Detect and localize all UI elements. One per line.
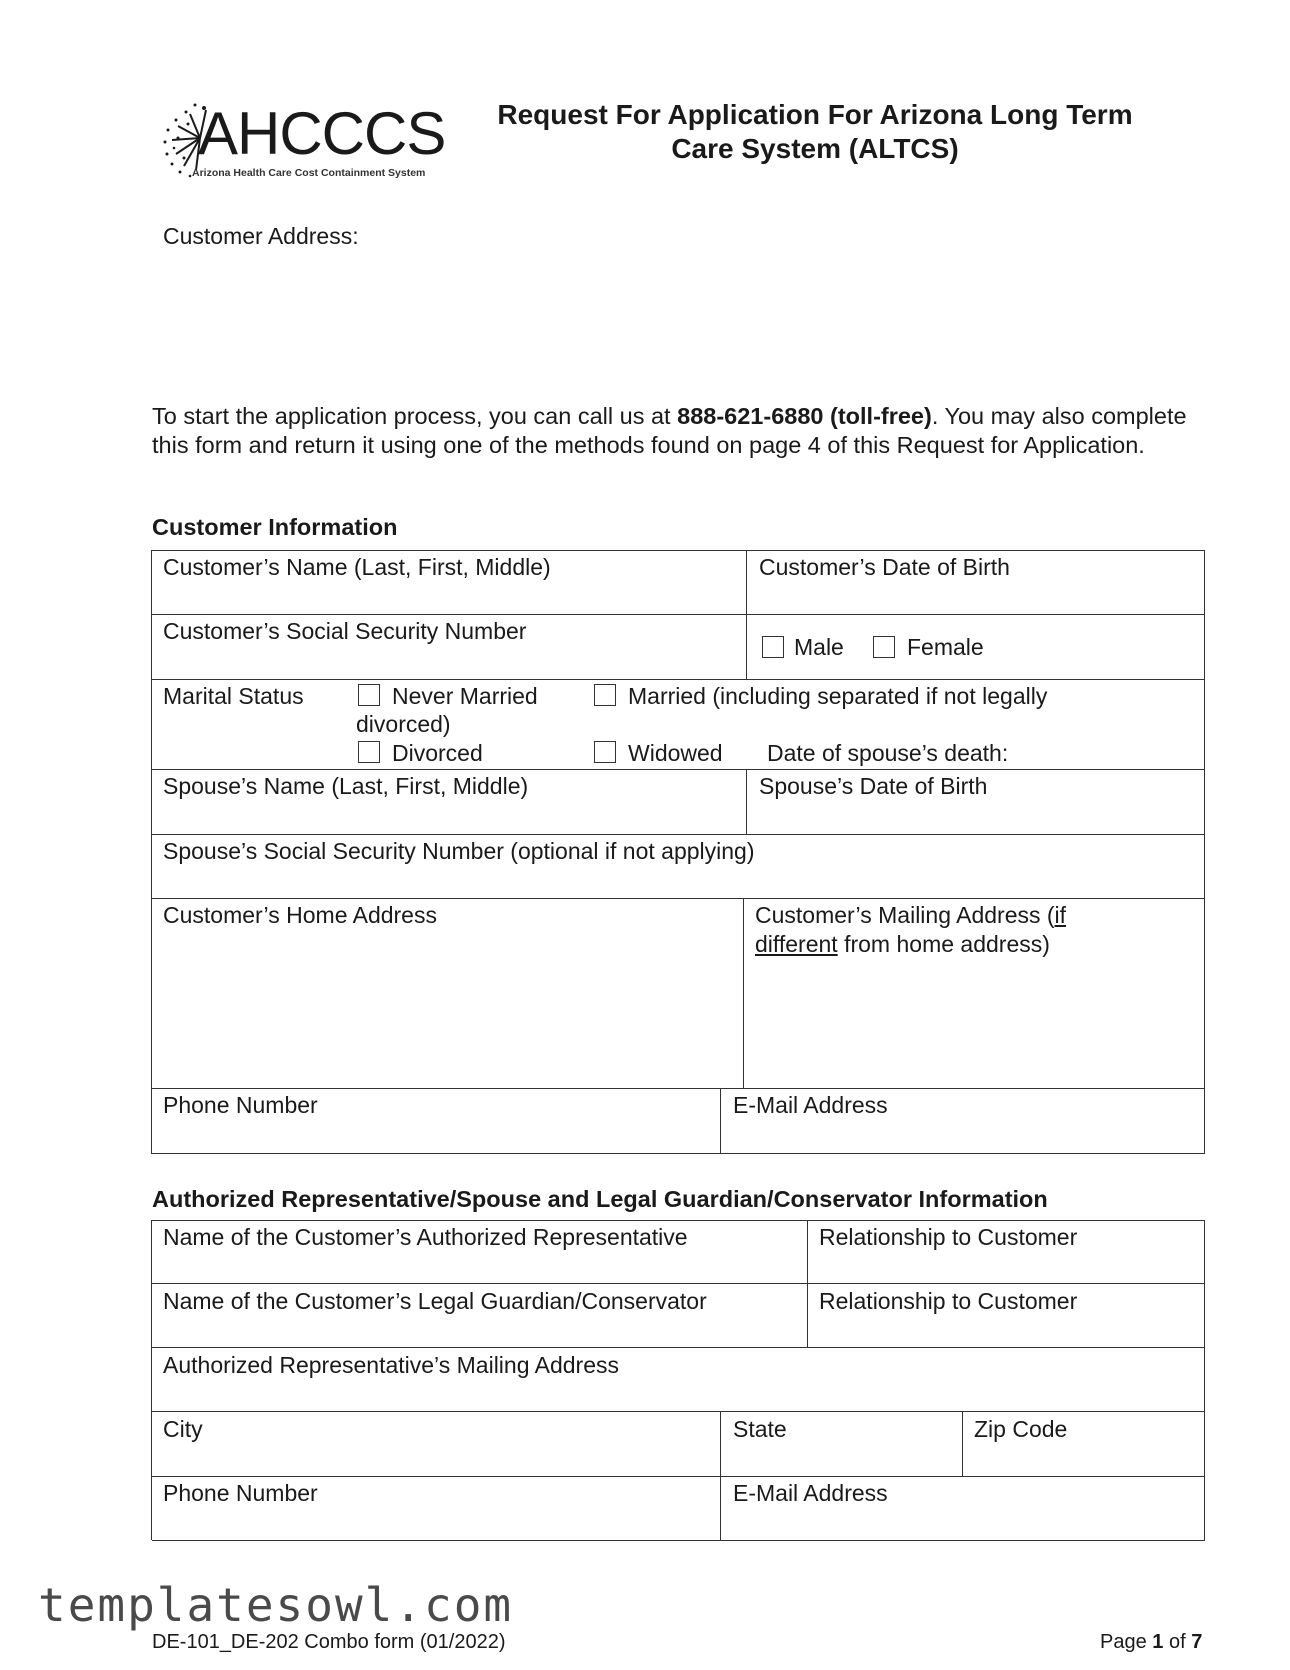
toll-free-phone: 888-621-6880 (toll-free) bbox=[677, 403, 932, 429]
mailing-address-different: different bbox=[755, 931, 838, 957]
mailing-address-if: if bbox=[1054, 902, 1067, 928]
spouse-death-date-label: Date of spouse’s death: bbox=[767, 740, 1009, 766]
state-label: State bbox=[733, 1416, 787, 1442]
form-id: DE-101_DE-202 Combo form (01/2022) bbox=[152, 1631, 506, 1653]
female-label: Female bbox=[907, 634, 984, 660]
never-married-label: Never Married bbox=[392, 683, 538, 709]
mailing-address-label bbox=[755, 901, 1185, 959]
customer-address-label: Customer Address: bbox=[163, 223, 359, 249]
rep-phone-label: Phone Number bbox=[163, 1480, 318, 1506]
rep-mailing-address-label: Authorized Representative’s Mailing Address bbox=[163, 1352, 619, 1378]
rep-info-heading: Authorized Representative/Spouse and Legal Guardian/Conservator Information bbox=[152, 1186, 1048, 1212]
customer-dob-label: Customer’s Date of Birth bbox=[759, 554, 1010, 580]
page-number bbox=[1100, 1630, 1202, 1654]
phone-number-label: Phone Number bbox=[163, 1092, 318, 1118]
widowed-label: Widowed bbox=[628, 740, 723, 766]
married-checkbox[interactable] bbox=[594, 684, 616, 706]
married-label-cont: divorced) bbox=[356, 711, 451, 737]
married-label: Married (including separated if not legally bbox=[628, 683, 1048, 709]
guardian-relationship-label: Relationship to Customer bbox=[819, 1288, 1078, 1314]
customer-info-heading: Customer Information bbox=[152, 514, 398, 540]
customer-name-label: Customer’s Name (Last, First, Middle) bbox=[163, 554, 551, 580]
spouse-ssn-label: Spouse’s Social Security Number (optional if not applying) bbox=[163, 838, 755, 864]
mailing-address-label-b: from home address) bbox=[837, 931, 1050, 957]
rep-email-label: E-Mail Address bbox=[733, 1480, 888, 1506]
never-married-checkbox[interactable] bbox=[358, 684, 380, 706]
logo-subtitle: Arizona Health Care Cost Containment System bbox=[192, 167, 426, 179]
title-line-1: Request For Application For Arizona Long Term bbox=[497, 99, 1133, 130]
city-label: City bbox=[163, 1416, 203, 1442]
title-line-2: Care System (ALTCS) bbox=[671, 133, 959, 164]
intro-text-before: To start the application process, you can call us at bbox=[152, 403, 678, 429]
watermark: templatesowl.com bbox=[38, 1578, 514, 1632]
spouse-dob-label: Spouse’s Date of Birth bbox=[759, 773, 988, 799]
intro-paragraph bbox=[152, 402, 1212, 460]
customer-ssn-label: Customer’s Social Security Number bbox=[163, 618, 527, 644]
divorced-checkbox[interactable] bbox=[358, 741, 380, 763]
widowed-checkbox[interactable] bbox=[594, 741, 616, 763]
page-title bbox=[470, 98, 1160, 166]
male-label: Male bbox=[794, 634, 844, 660]
email-address-label: E-Mail Address bbox=[733, 1092, 888, 1118]
mailing-address-label-a: Customer’s Mailing Address ( bbox=[755, 902, 1055, 928]
rep-name-label: Name of the Customer’s Authorized Representative bbox=[163, 1224, 688, 1250]
logo-wordmark: AHCCCS bbox=[198, 100, 446, 167]
intro-text-after: . You may also complete this form and return it using one of the methods found on page 4 of this Request for Application. bbox=[152, 403, 1187, 458]
male-checkbox[interactable] bbox=[762, 636, 784, 658]
page-current: 1 bbox=[1152, 1631, 1164, 1653]
female-checkbox[interactable] bbox=[873, 636, 895, 658]
marital-status-label: Marital Status bbox=[163, 683, 304, 709]
guardian-name-label: Name of the Customer’s Legal Guardian/Conservator bbox=[163, 1288, 707, 1314]
zip-code-label: Zip Code bbox=[974, 1416, 1068, 1442]
rep-relationship-label: Relationship to Customer bbox=[819, 1224, 1078, 1250]
page-total: 7 bbox=[1191, 1631, 1203, 1653]
divorced-label: Divorced bbox=[392, 740, 483, 766]
page-prefix: Page bbox=[1100, 1631, 1153, 1653]
home-address-label: Customer’s Home Address bbox=[163, 902, 437, 928]
spouse-name-label: Spouse’s Name (Last, First, Middle) bbox=[163, 773, 529, 799]
page-of: of bbox=[1163, 1631, 1192, 1653]
